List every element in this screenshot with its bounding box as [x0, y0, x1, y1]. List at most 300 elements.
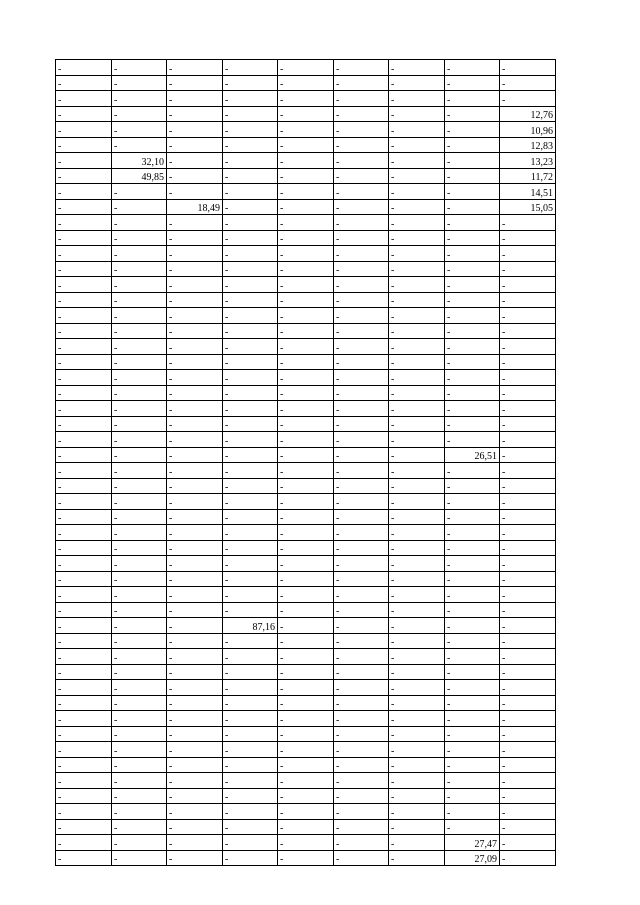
- table-cell: -: [223, 137, 278, 153]
- table-cell: -: [389, 199, 445, 215]
- table-row: [56, 757, 556, 773]
- table-cell: -: [112, 385, 167, 401]
- table-cell: -: [112, 664, 167, 680]
- table-cell: -: [445, 571, 500, 587]
- table-cell: -: [223, 447, 278, 463]
- table-cell: -: [500, 525, 556, 541]
- table-cell: -: [334, 680, 389, 696]
- table-cell: -: [56, 292, 112, 308]
- data-table: [55, 59, 556, 866]
- table-cell: -: [167, 680, 223, 696]
- table-cell: -: [112, 339, 167, 355]
- table-cell: -: [223, 463, 278, 479]
- table-cell: -: [334, 540, 389, 556]
- table-cell: -: [500, 463, 556, 479]
- table-cell: -: [167, 540, 223, 556]
- table-cell: -: [56, 509, 112, 525]
- table-row: [56, 199, 556, 215]
- table-cell: -: [223, 757, 278, 773]
- table-cell: -: [389, 432, 445, 448]
- table-cell: -: [56, 587, 112, 603]
- table-cell: -: [278, 261, 334, 277]
- table-cell: -: [278, 432, 334, 448]
- table-cell: -: [223, 168, 278, 184]
- table-cell: -: [500, 757, 556, 773]
- table-cell: -: [445, 292, 500, 308]
- table-cell: -: [223, 215, 278, 231]
- table-cell: -: [500, 215, 556, 231]
- table-cell: -: [167, 773, 223, 789]
- table-cell: -: [334, 261, 389, 277]
- table-cell: -: [278, 75, 334, 91]
- table-cell: -: [56, 711, 112, 727]
- table-row: [56, 153, 556, 169]
- table-cell: -: [112, 850, 167, 866]
- table-cell: -: [278, 215, 334, 231]
- table-cell: -: [223, 122, 278, 138]
- table-cell: -: [500, 246, 556, 262]
- table-cell: -: [278, 757, 334, 773]
- table-cell: -: [334, 91, 389, 107]
- table-cell: -: [445, 153, 500, 169]
- table-cell: 18,49: [167, 199, 223, 215]
- table-cell: -: [56, 447, 112, 463]
- table-cell: -: [56, 215, 112, 231]
- table-cell: -: [278, 680, 334, 696]
- table-cell: -: [223, 788, 278, 804]
- table-row: [56, 91, 556, 107]
- table-cell: -: [278, 91, 334, 107]
- table-cell: -: [56, 695, 112, 711]
- table-row: [56, 354, 556, 370]
- table-cell: -: [334, 711, 389, 727]
- table-cell: -: [334, 695, 389, 711]
- table-cell: -: [167, 494, 223, 510]
- table-cell: -: [389, 292, 445, 308]
- table-cell: -: [278, 447, 334, 463]
- table-cell: -: [112, 184, 167, 200]
- table-cell: -: [500, 680, 556, 696]
- table-cell: -: [445, 695, 500, 711]
- table-cell: -: [278, 850, 334, 866]
- table-cell: -: [334, 556, 389, 572]
- table-cell: -: [334, 60, 389, 76]
- table-row: [56, 618, 556, 634]
- table-cell: -: [56, 432, 112, 448]
- table-cell: -: [278, 168, 334, 184]
- table-cell: -: [223, 106, 278, 122]
- table-cell: -: [334, 742, 389, 758]
- table-cell: -: [500, 339, 556, 355]
- table-cell: -: [56, 664, 112, 680]
- table-cell: -: [389, 587, 445, 603]
- table-cell: -: [445, 261, 500, 277]
- table-cell: -: [167, 60, 223, 76]
- table-cell: -: [389, 137, 445, 153]
- table-cell: -: [223, 804, 278, 820]
- table-row: [56, 571, 556, 587]
- table-cell: -: [112, 261, 167, 277]
- table-cell: -: [223, 75, 278, 91]
- table-cell: -: [56, 680, 112, 696]
- table-cell: 87,16: [223, 618, 278, 634]
- table-cell: 26,51: [445, 447, 500, 463]
- table-cell: -: [334, 75, 389, 91]
- table-cell: -: [167, 463, 223, 479]
- table-cell: -: [500, 633, 556, 649]
- table-row: [56, 277, 556, 293]
- table-cell: -: [223, 742, 278, 758]
- table-cell: -: [112, 91, 167, 107]
- table-cell: -: [278, 153, 334, 169]
- table-cell: -: [389, 153, 445, 169]
- table-cell: -: [389, 75, 445, 91]
- table-cell: -: [223, 680, 278, 696]
- table-cell: -: [334, 416, 389, 432]
- table-cell: -: [389, 184, 445, 200]
- table-cell: -: [278, 277, 334, 293]
- table-cell: -: [278, 773, 334, 789]
- table-cell: -: [445, 401, 500, 417]
- table-cell: -: [445, 804, 500, 820]
- table-cell: -: [389, 246, 445, 262]
- table-cell: -: [500, 401, 556, 417]
- table-cell: -: [223, 835, 278, 851]
- table-cell: -: [167, 354, 223, 370]
- table-cell: -: [445, 323, 500, 339]
- table-row: [56, 804, 556, 820]
- table-cell: -: [278, 835, 334, 851]
- table-cell: -: [334, 602, 389, 618]
- table-cell: -: [167, 835, 223, 851]
- table-cell: -: [167, 246, 223, 262]
- table-cell: -: [334, 246, 389, 262]
- table-row: [56, 788, 556, 804]
- table-cell: -: [334, 106, 389, 122]
- table-cell: -: [389, 463, 445, 479]
- table-cell: -: [56, 122, 112, 138]
- table-cell: -: [389, 757, 445, 773]
- table-cell: -: [500, 571, 556, 587]
- table-cell: -: [334, 509, 389, 525]
- table-cell: -: [445, 354, 500, 370]
- table-cell: -: [445, 416, 500, 432]
- table-cell: -: [334, 401, 389, 417]
- table-cell: -: [445, 168, 500, 184]
- table-cell: -: [278, 742, 334, 758]
- table-cell: -: [445, 184, 500, 200]
- table-cell: -: [112, 432, 167, 448]
- table-row: [56, 308, 556, 324]
- table-cell: -: [167, 695, 223, 711]
- table-cell: -: [56, 246, 112, 262]
- table-cell: -: [223, 354, 278, 370]
- table-cell: -: [500, 277, 556, 293]
- table-cell: -: [389, 618, 445, 634]
- table-cell: -: [167, 339, 223, 355]
- table-cell: -: [56, 184, 112, 200]
- table-row: [56, 478, 556, 494]
- table-cell: 10,96: [500, 122, 556, 138]
- table-row: [56, 75, 556, 91]
- table-cell: -: [167, 447, 223, 463]
- table-cell: -: [445, 618, 500, 634]
- table-cell: -: [445, 602, 500, 618]
- table-cell: -: [167, 75, 223, 91]
- table-cell: -: [334, 215, 389, 231]
- table-cell: -: [56, 370, 112, 386]
- table-cell: -: [278, 649, 334, 665]
- table-cell: -: [389, 773, 445, 789]
- table-row: [56, 463, 556, 479]
- table-cell: 27,09: [445, 850, 500, 866]
- table-cell: -: [56, 602, 112, 618]
- table-cell: -: [278, 122, 334, 138]
- table-cell: -: [334, 277, 389, 293]
- table-cell: -: [112, 75, 167, 91]
- table-cell: -: [278, 633, 334, 649]
- table-cell: -: [445, 385, 500, 401]
- table-cell: -: [167, 416, 223, 432]
- table-cell: -: [445, 633, 500, 649]
- table-cell: -: [56, 478, 112, 494]
- table-cell: -: [223, 385, 278, 401]
- table-cell: 11,72: [500, 168, 556, 184]
- table-cell: -: [56, 106, 112, 122]
- table-cell: -: [167, 509, 223, 525]
- table-cell: -: [167, 726, 223, 742]
- table-cell: -: [445, 91, 500, 107]
- table-cell: -: [389, 680, 445, 696]
- table-cell: -: [167, 168, 223, 184]
- table-cell: -: [112, 401, 167, 417]
- table-cell: -: [112, 649, 167, 665]
- table-cell: -: [167, 432, 223, 448]
- table-row: [56, 494, 556, 510]
- table-cell: -: [278, 788, 334, 804]
- table-cell: -: [500, 804, 556, 820]
- table-cell: -: [112, 246, 167, 262]
- table-cell: -: [445, 432, 500, 448]
- table-cell: -: [167, 401, 223, 417]
- table-cell: -: [223, 261, 278, 277]
- table-cell: -: [500, 695, 556, 711]
- table-cell: -: [167, 106, 223, 122]
- table-cell: -: [445, 680, 500, 696]
- table-cell: -: [389, 494, 445, 510]
- table-cell: -: [445, 819, 500, 835]
- table-cell: -: [389, 122, 445, 138]
- table-cell: -: [167, 292, 223, 308]
- table-cell: -: [278, 106, 334, 122]
- table-cell: -: [334, 463, 389, 479]
- table-cell: -: [389, 478, 445, 494]
- table-cell: -: [56, 277, 112, 293]
- table-cell: -: [112, 122, 167, 138]
- table-cell: -: [445, 230, 500, 246]
- table-cell: -: [223, 199, 278, 215]
- table-cell: -: [334, 804, 389, 820]
- table-cell: -: [500, 602, 556, 618]
- table-cell: -: [223, 292, 278, 308]
- table-cell: -: [112, 230, 167, 246]
- table-cell: -: [278, 664, 334, 680]
- table-cell: -: [112, 804, 167, 820]
- table-cell: -: [223, 91, 278, 107]
- table-cell: -: [223, 726, 278, 742]
- table-cell: -: [334, 664, 389, 680]
- table-cell: -: [56, 571, 112, 587]
- table-cell: -: [223, 509, 278, 525]
- table-cell: -: [223, 602, 278, 618]
- table-cell: -: [112, 633, 167, 649]
- table-cell: 12,76: [500, 106, 556, 122]
- table-cell: -: [56, 788, 112, 804]
- table-cell: -: [334, 230, 389, 246]
- table-cell: 14,51: [500, 184, 556, 200]
- table-row: [56, 819, 556, 835]
- table-cell: -: [334, 308, 389, 324]
- table-cell: -: [167, 91, 223, 107]
- table-cell: -: [167, 633, 223, 649]
- table-cell: -: [334, 850, 389, 866]
- table-cell: -: [56, 819, 112, 835]
- table-cell: -: [334, 525, 389, 541]
- table-cell: -: [445, 60, 500, 76]
- table-cell: -: [334, 184, 389, 200]
- table-cell: -: [167, 850, 223, 866]
- table-cell: -: [112, 587, 167, 603]
- table-cell: -: [223, 370, 278, 386]
- table-cell: -: [223, 649, 278, 665]
- table-cell: -: [445, 106, 500, 122]
- table-cell: -: [500, 509, 556, 525]
- table-cell: -: [389, 649, 445, 665]
- table-cell: -: [112, 571, 167, 587]
- table-cell: -: [112, 742, 167, 758]
- table-cell: -: [389, 525, 445, 541]
- table-cell: -: [500, 494, 556, 510]
- table-cell: -: [389, 664, 445, 680]
- table-cell: -: [278, 726, 334, 742]
- table-cell: -: [445, 277, 500, 293]
- table-cell: -: [223, 571, 278, 587]
- table-cell: -: [500, 447, 556, 463]
- table-cell: -: [389, 370, 445, 386]
- table-cell: -: [278, 416, 334, 432]
- table-cell: -: [445, 711, 500, 727]
- table-cell: -: [334, 788, 389, 804]
- table-cell: -: [112, 525, 167, 541]
- table-cell: -: [56, 773, 112, 789]
- table-cell: -: [334, 339, 389, 355]
- table-row: [56, 773, 556, 789]
- table-cell: -: [278, 385, 334, 401]
- table-cell: -: [112, 680, 167, 696]
- table-cell: -: [278, 509, 334, 525]
- table-cell: -: [223, 60, 278, 76]
- table-cell: -: [389, 540, 445, 556]
- table-cell: -: [56, 618, 112, 634]
- table-cell: -: [112, 618, 167, 634]
- table-cell: -: [389, 633, 445, 649]
- table-cell: 49,85: [112, 168, 167, 184]
- table-cell: -: [500, 618, 556, 634]
- table-cell: -: [389, 726, 445, 742]
- table-cell: 13,23: [500, 153, 556, 169]
- table-row: [56, 261, 556, 277]
- table-cell: -: [167, 602, 223, 618]
- table-cell: -: [112, 308, 167, 324]
- table-cell: -: [500, 261, 556, 277]
- table-cell: -: [112, 695, 167, 711]
- table-cell: -: [223, 633, 278, 649]
- table-cell: -: [167, 261, 223, 277]
- table-cell: -: [112, 757, 167, 773]
- table-row: [56, 664, 556, 680]
- table-cell: -: [112, 540, 167, 556]
- table-cell: -: [112, 277, 167, 293]
- table-cell: -: [112, 106, 167, 122]
- table-row: [56, 168, 556, 184]
- table-cell: -: [112, 788, 167, 804]
- table-cell: -: [278, 354, 334, 370]
- table-row: [56, 432, 556, 448]
- table-cell: -: [278, 478, 334, 494]
- table-cell: -: [167, 385, 223, 401]
- table-cell: -: [278, 540, 334, 556]
- table-cell: -: [500, 664, 556, 680]
- table-cell: 32,10: [112, 153, 167, 169]
- table-cell: -: [278, 602, 334, 618]
- table-cell: -: [56, 199, 112, 215]
- table-cell: -: [56, 633, 112, 649]
- table-cell: -: [334, 726, 389, 742]
- table-cell: -: [56, 230, 112, 246]
- table-cell: -: [112, 292, 167, 308]
- table-cell: -: [56, 835, 112, 851]
- table-cell: -: [445, 509, 500, 525]
- table-row: [56, 556, 556, 572]
- table-row: [56, 106, 556, 122]
- table-cell: -: [389, 308, 445, 324]
- table-cell: -: [445, 215, 500, 231]
- table-cell: -: [56, 323, 112, 339]
- table-cell: -: [500, 385, 556, 401]
- table-cell: -: [389, 835, 445, 851]
- table-cell: -: [278, 711, 334, 727]
- table-cell: -: [334, 292, 389, 308]
- table-cell: -: [56, 385, 112, 401]
- table-row: [56, 323, 556, 339]
- table-cell: -: [389, 509, 445, 525]
- table-cell: -: [223, 478, 278, 494]
- table-cell: -: [500, 75, 556, 91]
- table-cell: -: [389, 91, 445, 107]
- table-cell: -: [112, 602, 167, 618]
- table-cell: -: [500, 726, 556, 742]
- table-cell: -: [278, 571, 334, 587]
- table-cell: -: [167, 556, 223, 572]
- table-cell: -: [500, 649, 556, 665]
- table-cell: -: [445, 370, 500, 386]
- table-cell: -: [223, 308, 278, 324]
- table-cell: -: [223, 323, 278, 339]
- table-cell: -: [112, 447, 167, 463]
- table-cell: -: [500, 370, 556, 386]
- table-cell: -: [500, 416, 556, 432]
- table-cell: -: [112, 137, 167, 153]
